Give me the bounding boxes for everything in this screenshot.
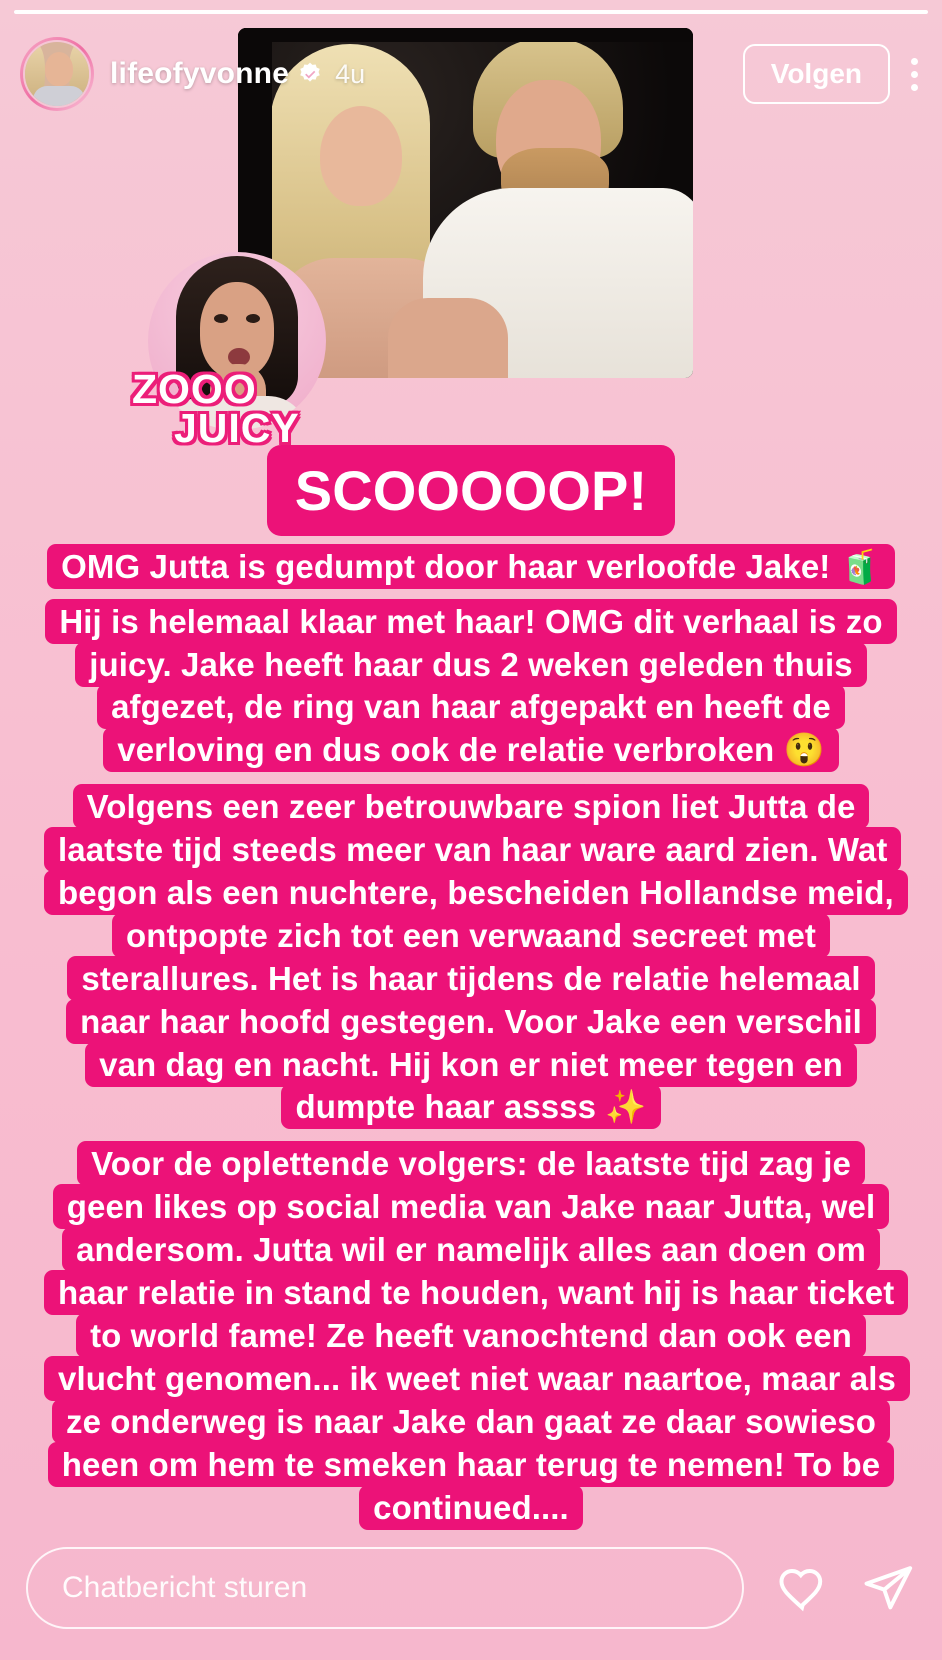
story-text-oplettende: Voor de oplettende volgers: de laatste tijd zag je geen likes op social media van Jake naar Jutta, wel andersom. Jutta wil er namelijk alles aan doen om haar relatie in stand te houden, want hij is haar ticket to world fame! Ze heeft vanochtend dan ook een vlucht genomen... ik weet niet waar naartoe, maar als ze onderweg is naar Jake dan gaat ze daar sowieso heen om hem te smeken haar terug te nemen! To be continued.... — [44, 1143, 898, 1529]
story-text-volgens: Volgens een zeer betrouwbare spion liet Jutta de laatste tijd steeds meer van haar ware aard zien. Wat begon als een nuchtere, bescheiden Hollandse meid, ontpopte zich tot een verwaand secreet met sterallures. Het is haar tijdens de relatie helemaal naar haar hoofd gestegen. Voor Jake een verschil van dag en nacht. Hij kon er niet meer tegen en dumpte haar assss ✨ — [44, 786, 898, 1129]
story-text-hij: Hij is helemaal klaar met haar! OMG dit verhaal is zo juicy. Jake heeft haar dus 2 weken geleden thuis afgezet, de ring van haar afgepakt en heeft de verloving en dus ook de relatie verbroken 😲 — [44, 601, 898, 773]
story-progress-bar — [14, 10, 928, 14]
story-footer — [0, 1540, 942, 1636]
story-progress-fill — [14, 10, 928, 14]
story-header — [20, 34, 926, 114]
verified-badge-icon — [297, 61, 323, 87]
sticker-caption-line1: ZOOO — [132, 366, 257, 412]
story-text-blocks — [0, 455, 942, 1529]
avatar[interactable] — [20, 37, 94, 111]
story-text-omg: OMG Jutta is gedumpt door haar verloofde Jake! 🧃 — [44, 546, 898, 589]
sticker-caption-line2: JUICY — [174, 405, 300, 452]
more-options-icon[interactable] — [908, 58, 920, 91]
sticker-caption — [132, 366, 300, 452]
follow-button[interactable]: Volgen — [743, 44, 890, 104]
story-timestamp: 4u — [335, 58, 366, 89]
account-username[interactable]: lifeofyvonne — [110, 57, 290, 90]
send-icon[interactable] — [860, 1560, 916, 1616]
story-text-scoop: SCOOOOOP! — [44, 455, 898, 528]
avatar-image — [23, 40, 91, 108]
heart-icon[interactable] — [774, 1560, 830, 1616]
message-input[interactable] — [26, 1547, 744, 1629]
